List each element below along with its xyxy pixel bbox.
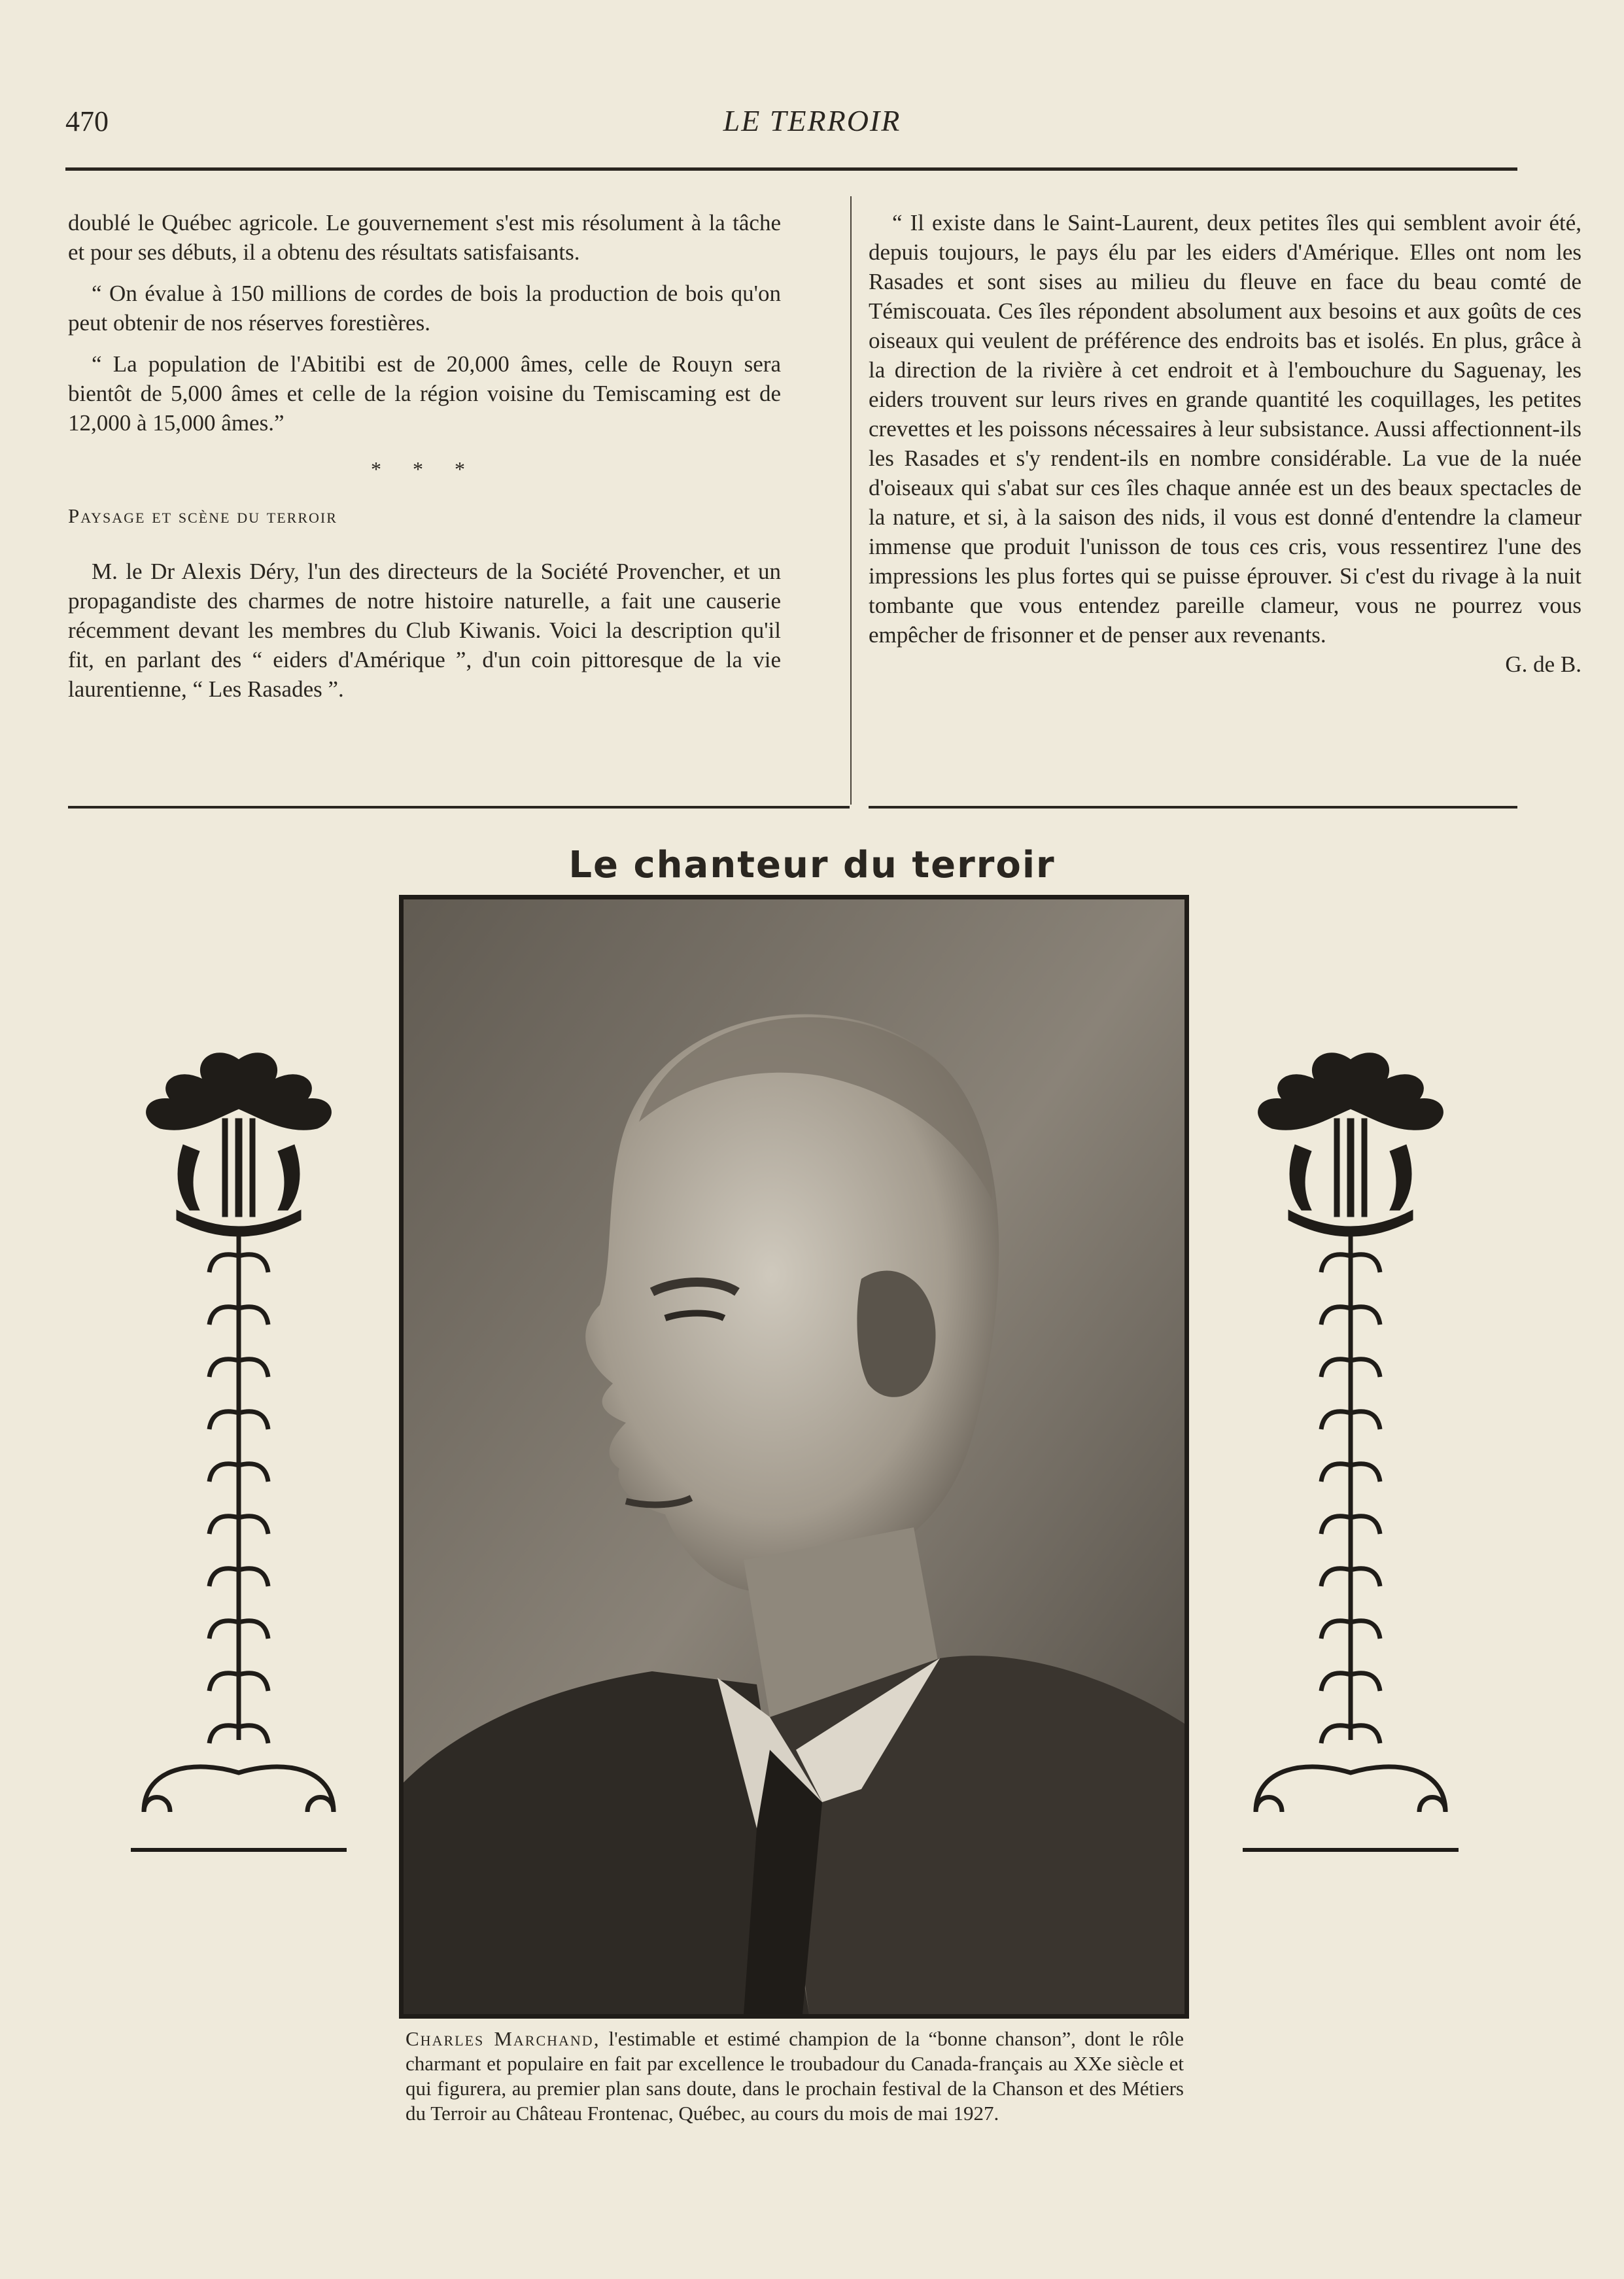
section-heading: Paysage et scène du terroir [68, 504, 337, 527]
paragraph: M. le Dr Alexis Déry, l'un des directeurs de la Société Provencher, et un propagandiste des charmes de notre histoire naturelle, a fait une causerie récemment devant les membres du Club Kiwanis. Voici la description qu'il fit, en parlant des “ eiders d'Amérique ”, d'un coin pittoresque de la vie laurentienne, “ Les Rasades ”. [68, 559, 781, 702]
portrait-image [404, 899, 1184, 2014]
column-rule-right [869, 806, 1517, 809]
paragraph: doublé le Québec agricole. Le gouvernement s'est mis résolument à la tâche et pour ses débuts, il a obtenu des résultats satisfaisants. [68, 210, 781, 265]
feature-title: Le chanteur du terroir [568, 844, 1056, 886]
paragraph: “ La population de l'Abitibi est de 20,000 âmes, celle de Rouyn sera bientôt de 5,000 âmes et celle de la région voisine du Temiscaming est de 12,000 à 15,000 âmes.” [68, 351, 781, 436]
floral-column-ornament-icon [1243, 1047, 1459, 1864]
section-separator: * * * [371, 457, 478, 481]
column-divider [850, 196, 852, 805]
page-number: 470 [65, 105, 109, 137]
caption-text: l'estimable et estimé champion de la “bonne chanson”, dont le rôle charmant et populaire en fait par excellence le troubadour du Canada-français au XXe siècle et qui figurera, au premier plan sans doute, dans le prochain festival de la Chanson et des Métiers du Terroir au Château Frontenac, Québec, au cours du mois de mai 1927. [406, 2027, 1184, 2125]
column-rule-left [68, 806, 850, 809]
portrait-photo [399, 895, 1189, 2019]
left-column [68, 208, 781, 716]
paragraph: “ Il existe dans le Saint-Laurent, deux petites îles qui semblent avoir été, depuis toujours, le pays élu par les eiders d'Amérique. Elles ont nom les Rasades et sont sises au milieu du fleuve en face du beau comté de Témiscouata. Ces îles répondent absolument aux besoins et aux goûts de ces oiseaux qui veulent de préférence des endroits bas et isolés. En plus, grâce à la direction de la rivière à cet endroit et à l'embouchure du Saguenay, les eiders trouvent sur leurs rives en grande quantité les coquillages, les petites crevettes et les poissons nécessaires à leur subsistance. Aussi affectionnent-ils les Rasades et s'y rendent-ils en nombre considérable. La vue de la nuée d'oiseaux qui s'abat sur ces îles chaque année est un des beaux spectacles de la nature, et si, à la saison des nids, il vous est donné d'entendre la clameur immense que produit l'unisson de tous ces cris, vous ressentirez l'une des impressions les plus fortes qui se puisse éprouver. Si c'est du rivage à la nuit tombante que vous entendez pareille clameur, vous ne pourrez vous empêcher de frisonner et de penser aux revenants. [869, 210, 1581, 648]
floral-column-ornament-icon [131, 1047, 347, 1864]
author-signature: G. de B. [1505, 652, 1581, 677]
caption-name: Charles Marchand, [406, 2027, 600, 2050]
photo-caption [406, 2027, 1184, 2126]
right-column [869, 208, 1581, 679]
header-rule [65, 167, 1517, 171]
paragraph: “ On évalue à 150 millions de cordes de bois la production de bois qu'on peut obtenir de nos réserves forestières. [68, 281, 781, 336]
running-title: LE TERROIR [723, 104, 901, 137]
